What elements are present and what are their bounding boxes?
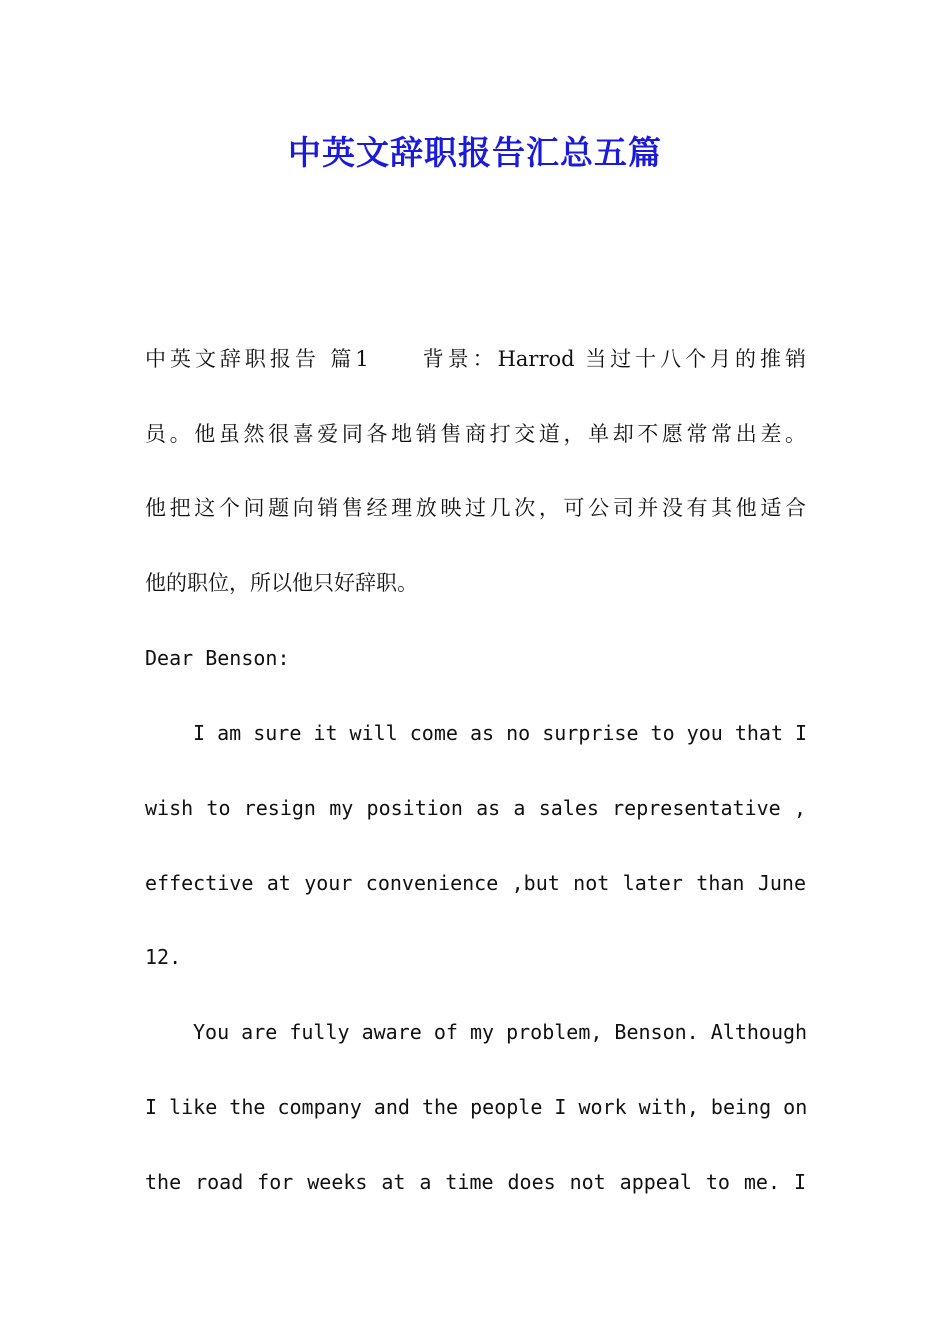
body-line-11: I like the company and the people I work with, being on bbox=[145, 1095, 808, 1119]
body-line-4: 他的职位，所以他只好辞职。 bbox=[145, 571, 418, 595]
body-line-8: effective at your convenience ,but not later than June bbox=[145, 871, 806, 895]
body-line-12: the road for weeks at a time does not appeal to me. I bbox=[145, 1170, 806, 1194]
salutation: Dear Benson: bbox=[145, 646, 290, 670]
body-line-7: wish to resign my position as a sales representative , bbox=[145, 796, 806, 820]
body-line-1: 中英文辞职报告 篇1 背景：Harrod 当过十八个月的推销 bbox=[145, 347, 806, 371]
body-line-3: 他把这个问题向销售经理放映过几次，可公司并没有其他适合 bbox=[145, 496, 806, 520]
body-line-6: I am sure it will come as no surprise to you that I bbox=[193, 721, 808, 745]
document-title: 中英文辞职报告汇总五篇 bbox=[288, 133, 662, 172]
body-line-10: You are fully aware of my problem, Benson. Although bbox=[193, 1020, 808, 1044]
body-line-9: 12. bbox=[145, 945, 182, 969]
body-line-2: 员。他虽然很喜爱同各地销售商打交道，单却不愿常常出差。 bbox=[145, 422, 806, 446]
